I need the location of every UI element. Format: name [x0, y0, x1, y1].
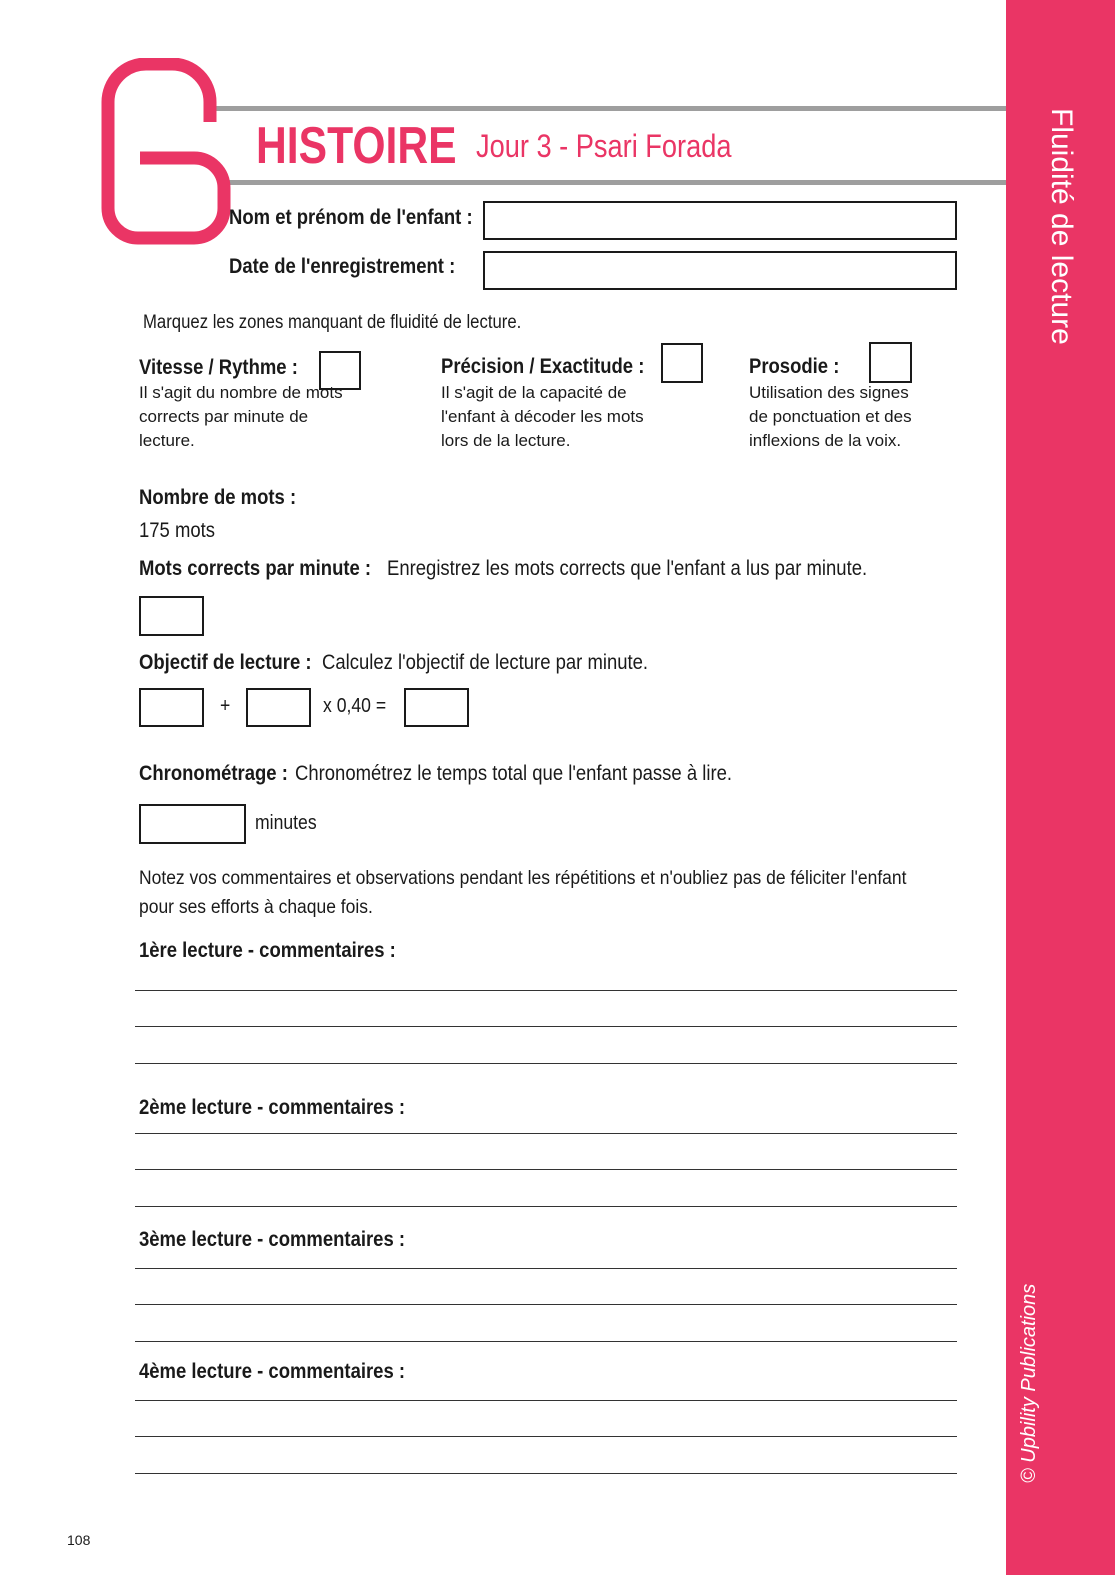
timing-unit: minutes — [255, 812, 317, 834]
criterion-speed-description: Il s'agit du nombre de mots corrects par minute de lecture. — [139, 383, 343, 450]
reading-1-label: 1ère lecture - commentaires : — [139, 939, 396, 962]
page-number: 108 — [67, 1532, 91, 1548]
words-label: Nombre de mots : — [139, 486, 297, 509]
writing-line — [135, 1063, 957, 1064]
sidebar-title-wrap — [1040, 108, 1080, 343]
reading-3-label: 3ème lecture - commentaires : — [139, 1228, 406, 1251]
wcpm-text: Enregistrez les mots corrects que l'enfant a lus par minute. — [387, 557, 868, 580]
reading-2-label: 2ème lecture - commentaires : — [139, 1096, 406, 1119]
page-subtitle: Jour 3 - Psari Forada — [476, 128, 732, 164]
name-field[interactable] — [483, 201, 957, 240]
header-rule-bottom — [228, 180, 1006, 185]
timing-text: Chronométrez le temps total que l'enfant passe à lire. — [295, 762, 733, 785]
criterion-accuracy-description: Il s'agit de la capacité de l'enfant à décoder les mots lors de la lecture. — [441, 383, 644, 450]
writing-line — [135, 1473, 957, 1474]
goal-field-1[interactable] — [139, 688, 204, 727]
writing-line — [135, 1304, 957, 1305]
writing-line — [135, 1133, 957, 1134]
name-label: Nom et prénom de l'enfant : — [229, 206, 473, 229]
goal-result-field[interactable] — [404, 688, 469, 727]
page-title: HISTOIRE — [256, 117, 457, 175]
timing-field[interactable] — [139, 804, 246, 844]
writing-line — [135, 990, 957, 991]
wcpm-field[interactable] — [139, 596, 204, 636]
wcpm-label: Mots corrects par minute : — [139, 557, 372, 580]
sidebar-title: Fluidité de lecture — [1045, 108, 1078, 345]
writing-line — [135, 1436, 957, 1437]
criterion-prosody-title: Prosodie : — [749, 355, 840, 378]
date-label: Date de l'enregistrement : — [229, 255, 456, 278]
goal-times: x 0,40 = — [323, 695, 387, 717]
criterion-accuracy-title: Précision / Exactitude : — [441, 355, 645, 378]
criterion-speed-title: Vitesse / Rythme : — [139, 356, 298, 379]
words-value: 175 mots — [139, 519, 216, 542]
writing-line — [135, 1341, 957, 1342]
notes-text: Notez vos commentaires et observations pendant les répétitions et n'oubliez pas de féliciter l'enfant pour ses efforts à chaque fois. — [139, 868, 907, 918]
section-logo-icon — [100, 58, 235, 248]
goal-text: Calculez l'objectif de lecture par minute. — [322, 651, 649, 674]
writing-line — [135, 1206, 957, 1207]
writing-line — [135, 1169, 957, 1170]
header-rule-top — [215, 106, 1006, 111]
timing-label: Chronométrage : — [139, 762, 288, 785]
date-field[interactable] — [483, 251, 957, 290]
goal-field-2[interactable] — [246, 688, 311, 727]
copyright: © Upbility Publications — [1018, 1283, 1040, 1483]
writing-line — [135, 1400, 957, 1401]
goal-plus: + — [220, 695, 231, 717]
goal-label: Objectif de lecture : — [139, 651, 312, 674]
copyright-wrap — [1018, 1248, 1048, 1483]
criterion-prosody-checkbox[interactable] — [869, 342, 912, 383]
instructions: Marquez les zones manquant de fluidité de lecture. — [143, 312, 522, 333]
criterion-prosody-description: Utilisation des signes de ponctuation et des inflexions de la voix. — [749, 383, 912, 450]
criterion-accuracy-checkbox[interactable] — [661, 343, 703, 383]
writing-line — [135, 1026, 957, 1027]
reading-4-label: 4ème lecture - commentaires : — [139, 1360, 406, 1383]
writing-line — [135, 1268, 957, 1269]
